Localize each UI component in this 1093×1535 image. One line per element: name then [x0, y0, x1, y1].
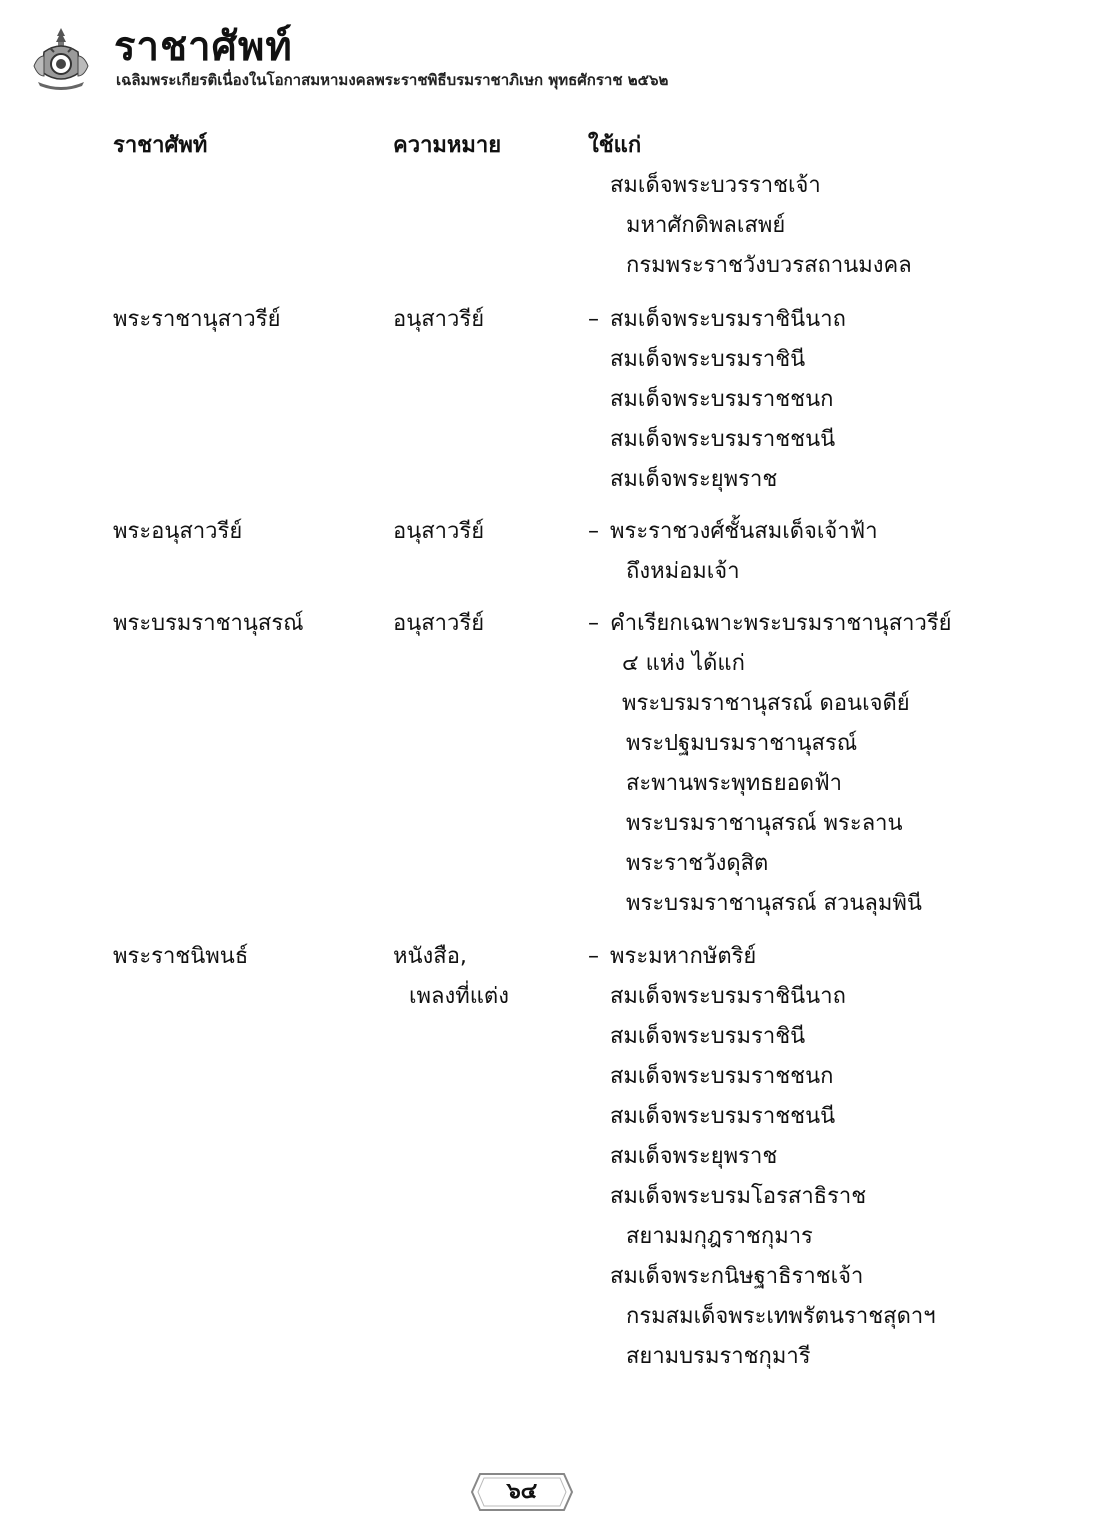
- usage-line: สมเด็จพระบรมราชินี: [610, 1024, 806, 1049]
- entry-term: พระอนุสาวรีย์: [113, 519, 243, 544]
- usage-dash: –: [588, 307, 599, 332]
- usage-line: สมเด็จพระบรมราชินีนาถ: [610, 307, 846, 332]
- entry-term: พระบรมราชานุสรณ์: [113, 611, 304, 636]
- column-header-term: ราชาศัพท์: [113, 133, 208, 158]
- usage-line: สมเด็จพระบวรราชเจ้า: [610, 173, 821, 198]
- usage-dash: –: [588, 944, 599, 969]
- usage-line: สมเด็จพระบรมราชชนนี: [610, 427, 836, 452]
- meaning-line: หนังสือ,: [393, 944, 467, 969]
- entry-meaning: อนุสาวรีย์: [393, 611, 485, 636]
- page-subtitle: เฉลิมพระเกียรติเนื่องในโอกาสมหามงคลพระราชพิธีบรมราชาภิเษก พุทธศักราช ๒๕๖๒: [116, 71, 669, 89]
- usage-list: [588, 300, 846, 500]
- usage-line: กรมสมเด็จพระเทพรัตนราชสุดาฯ: [626, 1304, 936, 1329]
- usage-line: สมเด็จพระยุพราช: [610, 1144, 778, 1169]
- usage-line: สมเด็จพระบรมราชชนก: [610, 387, 834, 412]
- usage-dash: –: [588, 519, 599, 544]
- usage-dash: –: [588, 611, 599, 636]
- usage-list: [588, 512, 878, 592]
- usage-list: [588, 166, 912, 286]
- column-header-meaning: ความหมาย: [393, 133, 502, 158]
- usage-line: สยามบรมราชกุมารี: [626, 1344, 811, 1369]
- usage-line: สมเด็จพระกนิษฐาธิราชเจ้า: [610, 1264, 864, 1289]
- usage-list: [588, 937, 936, 1377]
- entry-term: พระราชานุสาวรีย์: [113, 307, 281, 332]
- royal-emblem-icon: [30, 26, 92, 92]
- usage-line: สมเด็จพระยุพราช: [610, 467, 778, 492]
- usage-line: พระบรมราชานุสรณ์ ดอนเจดีย์: [622, 691, 910, 716]
- usage-line: พระปฐมบรมราชานุสรณ์: [626, 731, 858, 756]
- column-header-usage: ใช้แก่: [588, 133, 642, 158]
- page-number: ๖๔: [506, 1479, 538, 1504]
- usage-line: สมเด็จพระบรมราชินีนาถ: [610, 984, 846, 1009]
- usage-line: สยามมกุฎราชกุมาร: [626, 1224, 813, 1249]
- meaning-line: เพลงที่แต่ง: [409, 984, 509, 1009]
- usage-line: พระบรมราชานุสรณ์ สวนลุมพินี: [626, 891, 922, 916]
- entry-meaning: อนุสาวรีย์: [393, 519, 485, 544]
- page-number-badge: [470, 1470, 574, 1514]
- usage-line: สมเด็จพระบรมโอรสาธิราช: [610, 1184, 867, 1209]
- usage-line: สมเด็จพระบรมราชชนนี: [610, 1104, 836, 1129]
- entry-term: พระราชนิพนธ์: [113, 944, 249, 969]
- page-title: ราชาศัพท์: [114, 23, 293, 70]
- usage-line: พระบรมราชานุสรณ์ พระลาน: [626, 811, 903, 836]
- entry-meaning: อนุสาวรีย์: [393, 307, 485, 332]
- usage-list: [588, 604, 952, 924]
- usage-line: พระราชวงศ์ชั้นสมเด็จเจ้าฟ้า: [610, 519, 878, 544]
- usage-line: พระราชวังดุสิต: [626, 851, 769, 876]
- usage-line: มหาศักดิพลเสพย์: [626, 213, 786, 238]
- usage-line: สมเด็จพระบรมราชินี: [610, 347, 806, 372]
- usage-line: ๔ แห่ง ได้แก่: [622, 651, 745, 676]
- usage-line: สะพานพระพุทธยอดฟ้า: [626, 771, 843, 796]
- page-header: [30, 22, 1070, 102]
- usage-line: คำเรียกเฉพาะพระบรมราชานุสาวรีย์: [610, 611, 952, 636]
- entry-meaning: [393, 937, 509, 1017]
- usage-line: สมเด็จพระบรมราชชนก: [610, 1064, 834, 1089]
- usage-line: กรมพระราชวังบวรสถานมงคล: [626, 253, 912, 278]
- usage-line: ถึงหม่อมเจ้า: [626, 559, 740, 584]
- usage-line: พระมหากษัตริย์: [610, 944, 757, 969]
